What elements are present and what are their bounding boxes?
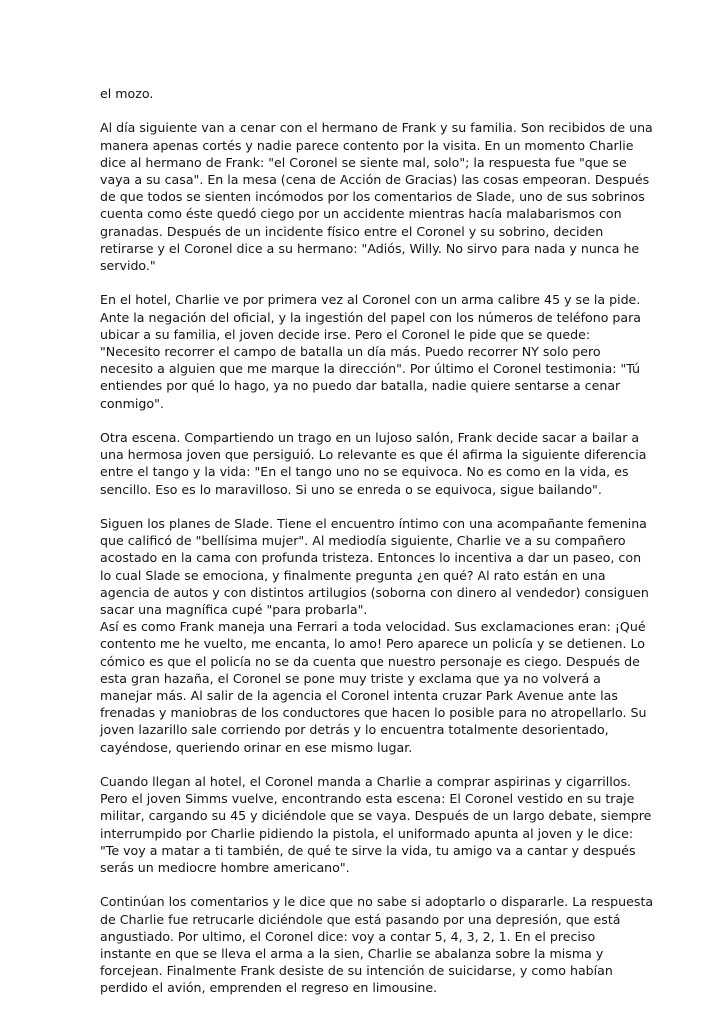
text-line: serás un mediocre hombre americano".: [100, 860, 350, 876]
text-line: Otra escena. Compartiendo un trago en un lujoso salón, Frank decide sacar a bailar a: [100, 430, 640, 446]
text-line: Siguen los planes de Slade. Tiene el encuentro íntimo con una acompañante femenina: [100, 516, 647, 532]
text-line: conmigo".: [100, 395, 164, 411]
text-line: que calificó de "bellísima mujer". Al mediodía siguiente, Charlie ve a su compañero: [100, 533, 626, 549]
text-line: joven lazarillo sale corriendo por detrás y lo encuentra totalmente desorientado,: [100, 722, 609, 738]
paragraph: [100, 773, 652, 876]
paragraph: [100, 119, 653, 274]
text-line: contento me he vuelto, me encanta, lo amo! Pero aparece un policía y se detienen. Lo: [100, 636, 645, 652]
text-line: servido.": [100, 258, 156, 274]
text-line: manejar más. Al salir de la agencia el Coronel intenta cruzar Park Avenue ante las: [100, 688, 618, 704]
text-line: "Necesito recorrer el campo de batalla un día más. Puedo recorrer NY solo pero: [100, 344, 601, 360]
text-line: forcejean. Finalmente Frank desiste de su intención de suicidarse, y como habían: [100, 963, 613, 979]
paragraph: [100, 515, 649, 618]
text-line: Pero el joven Simms vuelve, encontrando esta escena: El Coronel vestido en su traje: [100, 791, 635, 807]
text-line: militar, cargando su 45 y diciéndole que se vaya. Después de un largo debate, siempre: [100, 808, 652, 824]
text-line: sencillo. Eso es lo maravilloso. Si uno se enreda o se equivoca, sigue bailando".: [100, 481, 602, 497]
text-line: "Te voy a matar a ti también, de qué te sirve la vida, tu amigo va a cantar y después: [100, 842, 636, 858]
paragraph: [100, 429, 647, 498]
text-line: una hermosa joven que persiguió. Lo relevante es que él afirma la siguiente diferencia: [100, 447, 647, 463]
text-line: angustiado. Por ultimo, el Coronel dice: voy a contar 5, 4, 3, 2, 1. En el preciso: [100, 928, 596, 944]
text-line: En el hotel, Charlie ve por primera vez al Coronel con un arma calibre 45 y se la pide.: [100, 292, 641, 308]
text-line: Continúan los comentarios y le dice que no sabe si adoptarlo o dispararle. La respuesta: [100, 894, 654, 910]
text-line: frenadas y maniobras de los conductores que hacen lo posible para no atropellarlo. Su: [100, 705, 647, 721]
text-line: Ante la negación del oficial, y la ingestión del papel con los números de teléfono para: [100, 309, 642, 325]
text-line: Al día siguiente van a cenar con el hermano de Frank y su familia. Son recibidos de una: [100, 120, 653, 136]
text-line: de Charlie fue retrucarle diciéndole que está pasando por una depresión, que está: [100, 911, 621, 927]
text-line: esta gran hazaña, el Coronel se pone muy triste y exclama que ya no volverá a: [100, 670, 601, 686]
text-line: el mozo.: [100, 86, 154, 101]
text-line: granadas. Después de un incidente físico entre el Coronel y su sobrino, deciden: [100, 223, 604, 239]
text-line: cayéndose, queriendo orinar en ese mismo lugar.: [100, 739, 413, 755]
text-line: manera apenas cortés y nadie parece contento por la visita. En un momento Charlie: [100, 137, 634, 153]
text-line: retirarse y el Coronel dice a su hermano: "Adiós, Willy. No sirvo para nada y nunca he: [100, 240, 640, 256]
text-line: necesito a alguien que me marque la dirección". Por último el Coronel testimonia: "Tú: [100, 361, 641, 377]
text-line: interrumpido por Charlie pidiendo la pistola, el uniformado apunta al joven y le dice:: [100, 825, 634, 841]
text-line: cómico es que el policía no se da cuenta que nuestro personaje es ciego. Después de: [100, 653, 640, 669]
text-line: sacar una magnífica cupé "para probarla".: [100, 602, 368, 618]
text-line: instante en que se lleva el arma a la sien, Charlie se abalanza sobre la misma y: [100, 946, 604, 962]
text-line: entiendes por qué lo hago, ya no puedo dar batalla, nadie quiere sentarse a cenar: [100, 378, 621, 394]
paragraph: [100, 618, 647, 756]
text-line: entre el tango y la vida: "En el tango uno no se equivoca. No es como en la vida, es: [100, 464, 629, 480]
text-line: de que todos se sienten incómodos por los comentarios de Slade, uno de sus sobrinos: [100, 189, 645, 205]
text-line: agencia de autos y con distintos artilugios (soborna con dinero al vendedor) consiguen: [100, 584, 649, 600]
document-page: [100, 85, 654, 1014]
text-line: cuenta como éste quedó ciego por un accidente mientras hacía malabarismos con: [100, 206, 622, 222]
paragraph: [100, 893, 654, 996]
text-line: ubicar a su familia, el joven decide irse. Pero el Coronel le pide que se quede:: [100, 326, 591, 342]
paragraph: [100, 291, 642, 411]
text-line: perdido el avión, emprenden el regreso en limousine.: [100, 980, 438, 996]
text-line: Cuando llegan al hotel, el Coronel manda a Charlie a comprar aspirinas y cigarrillos.: [100, 774, 632, 790]
text-line: dice al hermano de Frank: "el Coronel se siente mal, solo"; la respuesta fue "que se: [100, 154, 627, 170]
text-line: acostado en la cama con profunda tristeza. Entonces lo incentiva a dar un paseo, con: [100, 550, 642, 566]
paragraph: [100, 85, 636, 102]
text-line: vaya a su casa". En la mesa (cena de Acción de Gracias) las cosas empeoran. Después: [100, 172, 650, 187]
text-line: Así es como Frank maneja una Ferrari a toda velocidad. Sus exclamaciones eran: ¡Qué: [100, 619, 646, 635]
text-line: lo cual Slade se emociona, y finalmente pregunta ¿en qué? Al rato están en una: [100, 567, 606, 583]
